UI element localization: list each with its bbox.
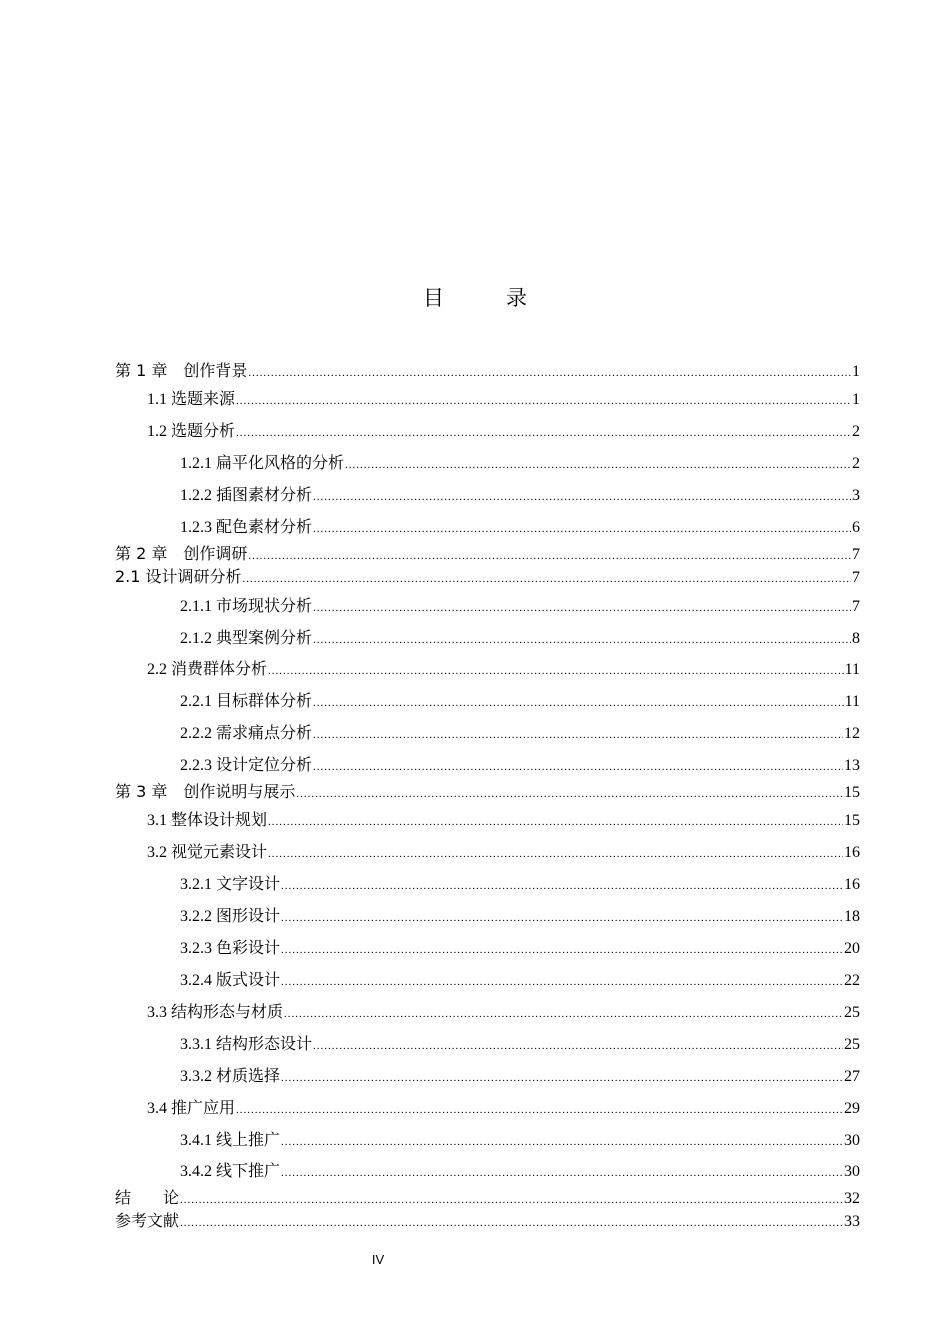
toc-entry[interactable] [180,723,860,745]
toc-entry-label: 2.1 设计调研分析 [115,567,242,586]
toc-entry-page-number: 13 [844,757,860,774]
toc-entry[interactable] [180,1161,860,1183]
toc-leader-dots [180,1212,843,1234]
toc-leader-dots [248,545,851,567]
toc-entry-page-number: 18 [844,908,860,925]
toc-entry-page-number: 7 [852,569,860,586]
toc-entry-label: 3.3.2 材质选择 [180,1068,281,1085]
toc-entry-page-number: 2 [852,423,860,440]
toc-entry-page-number: 11 [844,661,860,678]
toc-entry[interactable] [180,1130,860,1152]
toc-leader-dots [313,1035,843,1057]
toc-entry-label: 2.1.2 典型案例分析 [180,630,313,647]
toc-leader-dots [248,362,851,384]
toc-entry[interactable] [180,517,860,539]
toc-entry-page-number: 22 [844,972,860,989]
toc-entry-page-number: 8 [852,630,860,647]
toc-entry-label: 1.2.3 配色素材分析 [180,519,313,536]
toc-entry[interactable] [180,755,860,777]
toc-leader-dots [313,518,851,540]
toc-leader-dots [296,783,843,805]
toc-leader-dots [243,568,851,590]
toc-entry-page-number: 3 [852,487,860,504]
toc-leader-dots [281,1131,843,1153]
toc-entry-page-number: 32 [844,1190,860,1207]
toc-leader-dots [313,629,851,651]
toc-entry-page-number: 33 [844,1213,860,1230]
toc-entry-page-number: 29 [844,1100,860,1117]
toc-entry-page-number: 15 [844,784,860,801]
toc-entry-label: 1.1 选题来源 [147,391,236,408]
toc-entry-page-number: 7 [852,546,860,563]
toc-entry-label: 3.2.2 图形设计 [180,908,281,925]
toc-entry-label: 3.4.2 线下推广 [180,1163,281,1180]
toc-leader-dots [281,1162,843,1184]
toc-entry-page-number: 11 [844,693,860,710]
toc-entry-label: 第 1 章 创作背景 [115,361,248,380]
toc-entry[interactable] [115,543,860,565]
toc-entry-label: 1.2 选题分析 [147,423,236,440]
toc-entry[interactable] [180,938,860,960]
toc-title-char-2: 录 [506,286,527,310]
toc-entry-label: 3.2 视觉元素设计 [147,844,268,861]
toc-entry[interactable] [147,421,860,443]
toc-leader-dots [268,660,844,682]
toc-entry-label: 参考文献 [115,1211,180,1230]
toc-entry-page-number: 16 [844,876,860,893]
toc-entry[interactable] [147,659,860,681]
toc-entry-label: 3.3 结构形态与材质 [147,1004,284,1021]
toc-entry-label: 1.2.1 扁平化风格的分析 [180,455,345,472]
toc-entry-label: 第 3 章 创作说明与展示 [115,782,296,801]
toc-entry[interactable] [147,810,860,832]
toc-entry-page-number: 2 [852,455,860,472]
toc-entry-page-number: 1 [852,391,860,408]
toc-entry-page-number: 7 [852,598,860,615]
toc-entry-page-number: 15 [844,812,860,829]
toc-entry[interactable] [147,1098,860,1120]
toc-entry-label: 2.2 消费群体分析 [147,661,268,678]
toc-entry-page-number: 1 [852,363,860,380]
toc-entry-page-number: 6 [852,519,860,536]
toc-entry[interactable] [180,1034,860,1056]
toc-entry-label: 3.4 推广应用 [147,1100,236,1117]
toc-title-char-1: 目 [423,286,444,310]
toc-entry[interactable] [147,842,860,864]
toc-leader-dots [281,971,843,993]
toc-entry-label: 2.2.2 需求痛点分析 [180,725,313,742]
toc-leader-dots [236,1099,843,1121]
toc-entry[interactable] [180,485,860,507]
toc-entry[interactable] [180,628,860,650]
toc-leader-dots [313,756,843,778]
toc-entry[interactable] [180,453,860,475]
toc-title [0,282,950,312]
toc-leader-dots [284,1003,843,1025]
toc-entry-label: 2.2.1 目标群体分析 [180,693,313,710]
toc-leader-dots [313,692,844,714]
toc-entry-label: 3.2.1 文字设计 [180,876,281,893]
toc-entry-label: 3.2.4 版式设计 [180,972,281,989]
toc-entry-label: 3.4.1 线上推广 [180,1132,281,1149]
footer-page-number: IV [371,1252,385,1267]
toc-leader-dots [236,390,851,412]
toc-entry[interactable] [180,1066,860,1088]
toc-entry-page-number: 30 [844,1163,860,1180]
toc-entry[interactable] [115,1210,860,1232]
toc-entry-page-number: 30 [844,1132,860,1149]
toc-entry-label: 结 论 [115,1188,180,1207]
toc-leader-dots [281,939,843,961]
toc-leader-dots [281,1067,843,1089]
toc-entry-label: 1.2.2 插图素材分析 [180,487,313,504]
toc-entry-page-number: 25 [844,1004,860,1021]
toc-entry-label: 2.1.1 市场现状分析 [180,598,313,615]
toc-leader-dots [236,422,851,444]
toc-entry[interactable] [180,596,860,618]
toc-entry-label: 第 2 章 创作调研 [115,544,248,563]
toc-leader-dots [281,907,843,929]
toc-entry[interactable] [115,360,860,382]
toc-leader-dots [345,454,851,476]
toc-entry-page-number: 27 [844,1068,860,1085]
toc-entry-page-number: 25 [844,1036,860,1053]
toc-leader-dots [268,843,843,865]
toc-leader-dots [313,597,851,619]
toc-leader-dots [281,875,843,897]
toc-entry[interactable] [115,566,860,588]
toc-entry-page-number: 16 [844,844,860,861]
toc-leader-dots [180,1189,843,1211]
toc-entry[interactable] [180,906,860,928]
toc-entry[interactable] [115,781,860,803]
toc-leader-dots [313,724,843,746]
toc-entry[interactable] [180,970,860,992]
toc-entry-page-number: 12 [844,725,860,742]
toc-entry-label: 3.3.1 结构形态设计 [180,1036,313,1053]
toc-entry[interactable] [115,1187,860,1209]
toc-leader-dots [268,811,843,833]
toc-leader-dots [313,486,851,508]
toc-entry[interactable] [180,691,860,713]
toc-entry-label: 2.2.3 设计定位分析 [180,757,313,774]
toc-entry[interactable] [147,389,860,411]
toc-entry-label: 3.1 整体设计规划 [147,812,268,829]
toc-entry[interactable] [180,874,860,896]
toc-entry-label: 3.2.3 色彩设计 [180,940,281,957]
toc-entry[interactable] [147,1002,860,1024]
toc-entry-page-number: 20 [844,940,860,957]
